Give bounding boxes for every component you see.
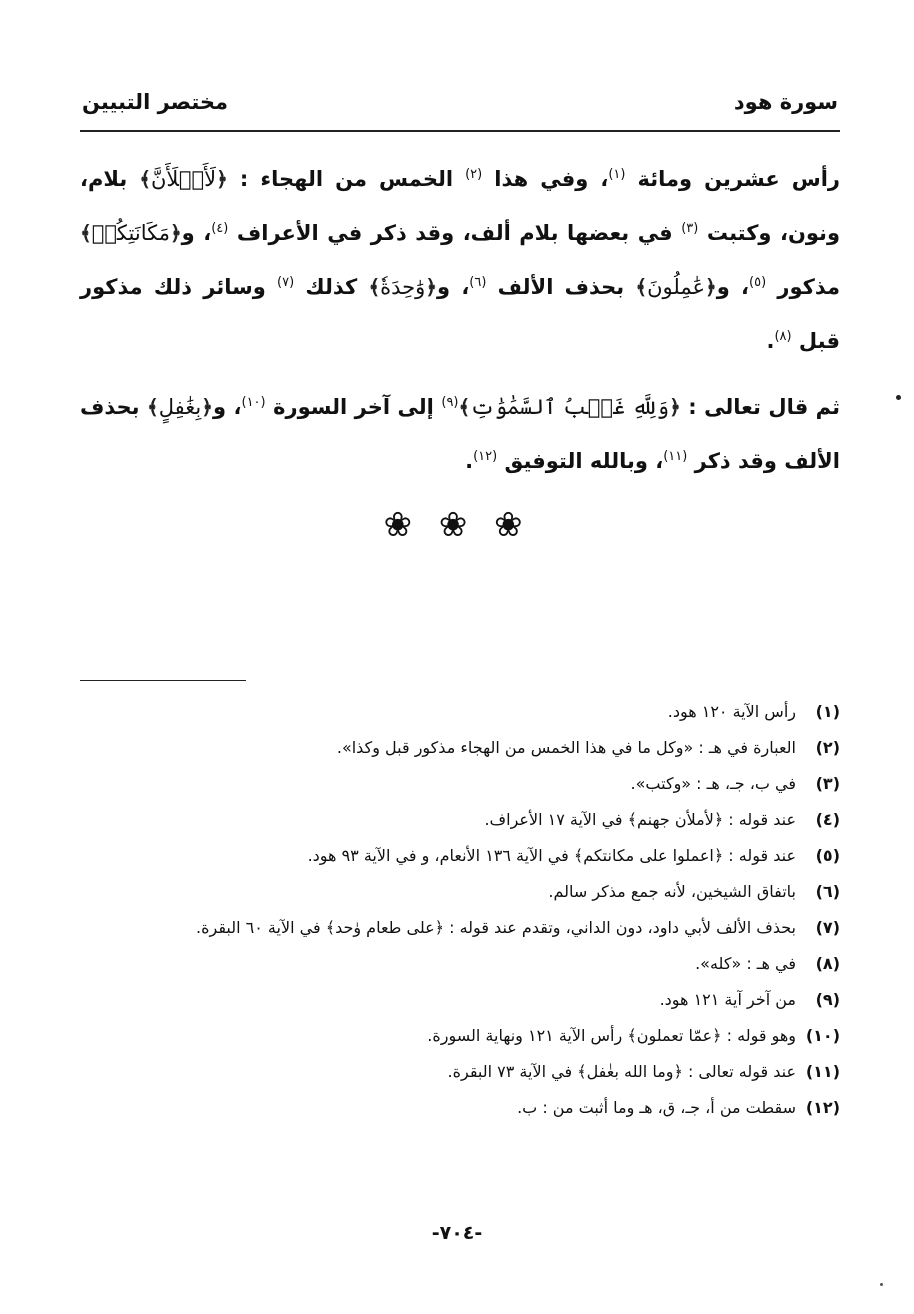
ornate-bracket-open: ﴿ (425, 275, 438, 299)
footnote-item (80, 730, 840, 766)
ornate-bracket-open: ﴿ (169, 221, 182, 245)
surah-title: سورة هود (733, 90, 838, 114)
text-run: ثم قال تعالى : (680, 395, 841, 419)
footnote-number: (٤) (815, 810, 840, 829)
quran-word: بِغَٰفِلٍ (158, 395, 202, 419)
text-run: ، و (716, 275, 750, 299)
ornate-bracket-open: ﴿ (216, 167, 228, 191)
footnote-number: (١١) (805, 1062, 840, 1081)
footnote-number: (٩) (815, 990, 840, 1009)
text-run: بحذف الألف (486, 275, 636, 299)
ornate-bracket-close: ﴾ (368, 275, 381, 299)
footnote-item (80, 982, 840, 1018)
text-run: . (465, 449, 474, 473)
footnote-number: (٢) (815, 738, 840, 757)
footnote-ref: (٨) (774, 329, 792, 344)
footnote-ref: (٢) (465, 167, 483, 182)
book-title: مختصر التبيين (82, 90, 229, 114)
ornate-bracket-close: ﴾ (139, 167, 151, 191)
footnote-item (80, 1090, 840, 1126)
page-number: -٧٠٤- (431, 1222, 483, 1244)
header-divider (80, 130, 840, 132)
quran-word: عَٰمِلُونَ (647, 275, 706, 299)
footnote-number: (٣) (815, 774, 840, 793)
footnote-item (80, 1018, 840, 1054)
text-run: إلى آخر السورة (265, 395, 442, 419)
footnote-number: (٦) (815, 882, 840, 901)
text-run: الخمس من الهجاء : (227, 167, 466, 191)
footnote-item (80, 1054, 840, 1090)
footnote-item (80, 946, 840, 982)
paragraph-1 (80, 150, 840, 366)
text-run: رأس عشرين ومائة (625, 167, 840, 191)
footnotes-list (80, 694, 840, 1126)
text-run: ، وبالله التوفيق (497, 449, 664, 473)
footnote-ref: (٥) (749, 275, 767, 290)
footnote-number: (١٠) (805, 1026, 840, 1045)
ornate-bracket-close: ﴾ (458, 395, 471, 419)
ornate-bracket-close: ﴾ (147, 395, 159, 419)
footnote-number: (٨) (815, 954, 840, 973)
text-run: . (766, 329, 775, 353)
text-run: في بعضها بلام ألف، وقد ذكر في الأعراف (228, 221, 682, 245)
ornate-bracket-open: ﴿ (705, 275, 717, 299)
print-speck-2 (880, 1283, 883, 1286)
footnote-ref: (٤) (211, 221, 229, 236)
footnote-text: العبارة في هـ : «وكل ما في هذا الخمس من الهجاء مذكور قبل وكذا». (336, 738, 796, 757)
print-speck (896, 395, 901, 400)
text-run: ، وفي هذا (482, 167, 609, 191)
paragraph-2 (80, 378, 840, 486)
footnote-item (80, 874, 840, 910)
footnote-item (80, 802, 840, 838)
footnote-divider (80, 680, 246, 681)
quran-word: لَأَمۡلَأَنَّ (150, 167, 217, 191)
ornate-bracket-open: ﴿ (669, 395, 681, 419)
footnote-ref: (١٠) (241, 395, 266, 410)
text-run: ، و (437, 275, 470, 299)
main-text (80, 150, 840, 486)
footnote-ref: (٣) (681, 221, 699, 236)
footnote-number: (١٢) (805, 1098, 840, 1117)
footnote-ref: (١) (608, 167, 626, 182)
footnote-text: سقطت من أ، جـ، ق، هـ وما أثبت من : ب. (517, 1098, 796, 1117)
text-run: كذلك (294, 275, 369, 299)
quran-word: مَكَانَتِكُمۡ (91, 221, 170, 245)
footnote-item (80, 838, 840, 874)
running-header (82, 82, 838, 122)
footnote-text: عند قوله : ﴿لأملأن جهنم﴾ في الآية ١٧ الأعراف. (484, 810, 796, 829)
footnote-text: وهو قوله : ﴿عمّا تعملون﴾ رأس الآية ١٢١ ونهاية السورة. (427, 1026, 796, 1045)
footnote-text: عند قوله تعالى : ﴿وما الله بغٰفل﴾ في الآية ٧٣ البقرة. (447, 1062, 796, 1081)
section-ornament: ❀ ❀ ❀ (383, 505, 531, 545)
ornate-bracket-close: ﴾ (635, 275, 648, 299)
footnote-item (80, 694, 840, 730)
footnote-item (80, 910, 840, 946)
footnote-ref: (١١) (663, 449, 688, 464)
footnote-text: في ب، جـ، هـ : «وكتب». (630, 774, 796, 793)
footnote-text: من آخر آية ١٢١ هود. (659, 990, 796, 1009)
footnote-number: (١) (815, 702, 840, 721)
footnote-number: (٥) (815, 846, 840, 865)
footnote-text: عند قوله : ﴿اعملوا على مكانتكم﴾ في الآية ١٣٦ الأنعام، و في الآية ٩٣ هود. (307, 846, 796, 865)
footnote-text: باتفاق الشيخين، لأنه جمع مذكر سالم. (548, 882, 796, 901)
text-run: بحذف الألف وقد ذكر (80, 395, 840, 473)
ornate-bracket-open: ﴿ (201, 395, 213, 419)
footnote-ref: (١٢) (473, 449, 498, 464)
text-run: بلام، ونون، وكتبت (80, 167, 841, 245)
text-run: ، و (181, 221, 212, 245)
footnote-text: رأس الآية ١٢٠ هود. (667, 702, 796, 721)
quran-word: وَٰحِدَةٗ (380, 275, 426, 299)
footnote-ref: (٦) (469, 275, 487, 290)
quran-word: وَلِلَّهِ غَيۡبُ ٱلسَّمَٰوَٰتِ (470, 395, 670, 419)
footnote-text: في هـ : «كله». (695, 954, 796, 973)
footnote-text: بحذف الألف لأبي داود، دون الداني، وتقدم عند قوله : ﴿على طعام وٰحد﴾ في الآية ٦٠ البقرة. (196, 918, 796, 937)
text-run: مذكور (766, 275, 840, 299)
ornate-bracket-close: ﴾ (80, 221, 92, 245)
text-run: وسائر ذلك مذكور قبل (80, 275, 840, 353)
footnote-ref: (٧) (277, 275, 295, 290)
text-run: ، و (212, 395, 242, 419)
footnote-number: (٧) (815, 918, 840, 937)
footnote-item (80, 766, 840, 802)
footnote-ref: (٩) (441, 395, 459, 410)
